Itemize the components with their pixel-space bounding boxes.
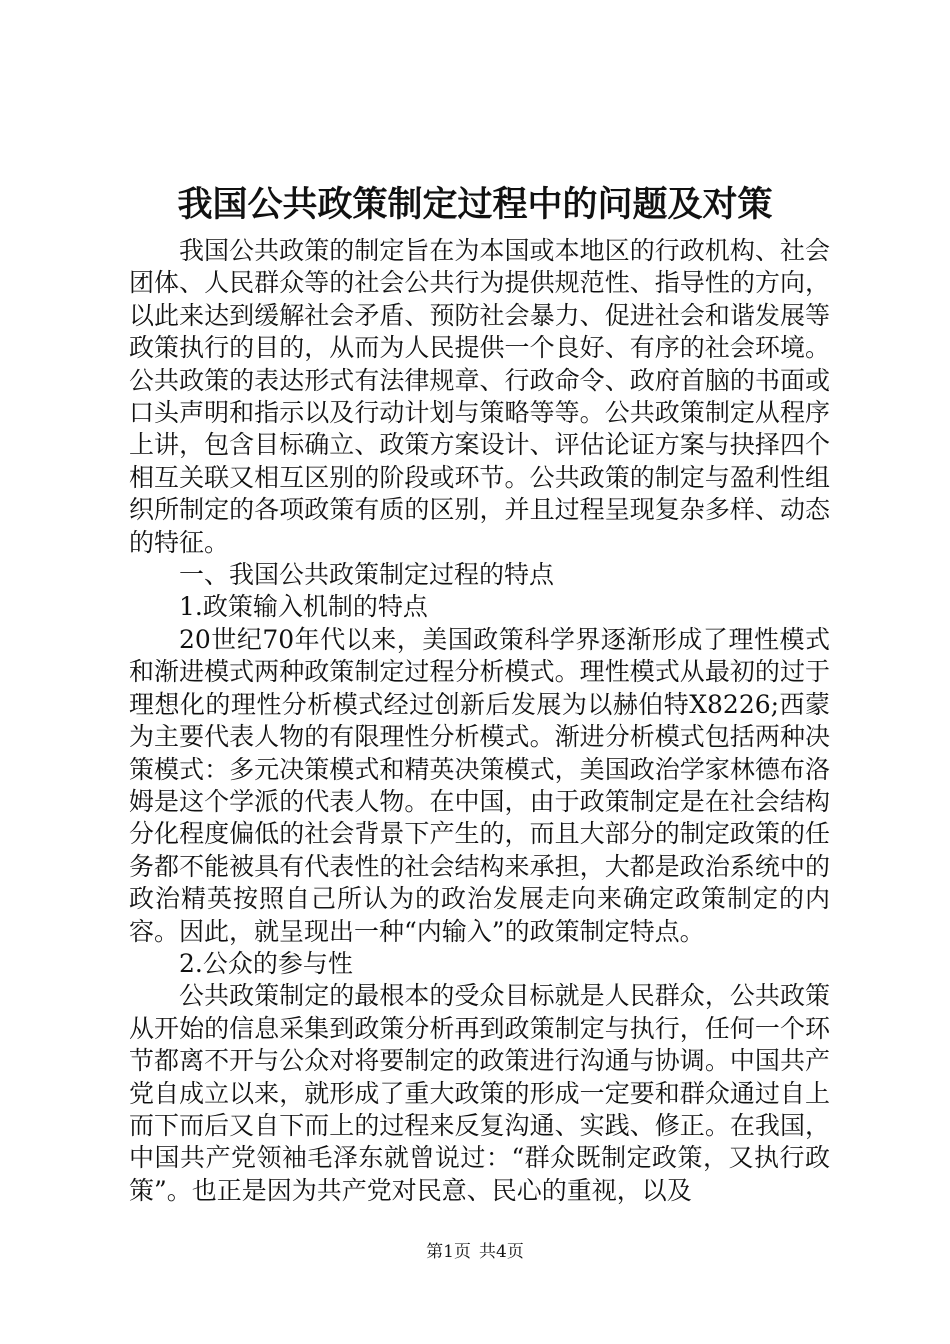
page-number: 第1页	[426, 1242, 471, 1262]
subsection-heading: 1.政策输入机制的特点	[179, 592, 428, 622]
paragraph-input-mechanism: 20世纪70年代以来，美国政策科学界逐渐形成了理性模式和渐进模式两种政策制定过程分析模式。理性模式从最初的过于理想化的理性分析模式经过创新后发展为以赫伯特X8226;西蒙为主要代表人物的有限理性分析模式。渐进分析模式包括两种决策模式：多元决策模式和精英决策模式，美国政治学家林德布洛姆是这个学派的代表人物。在中国，由于政策制定是在社会结构分化程度偏低的社会背景下产生的，而且大部分的制定政策的任务都不能被具有代表性的社会结构来承担，大都是政治系统中的政治精英按照自己所认为的政治发展走向来确定政策制定的内容。因此，就呈现出一种“内输入”的政策制定特点。	[129, 624, 830, 946]
subsection-heading: 2.公众的参与性	[179, 948, 353, 978]
page-total: 共4页	[479, 1242, 524, 1262]
document-body	[129, 235, 830, 1207]
document-title: 我国公共政策制定过程中的问题及对策	[177, 185, 773, 225]
paragraph-intro: 我国公共政策的制定旨在为本国或本地区的行政机构、社会团体、人民群众等的社会公共行为提供规范性、指导性的方向，以此来达到缓解社会矛盾、预防社会暴力、促进社会和谐发展等政策执行的目的，从而为人民提供一个良好、有序的社会环境。公共政策的表达形式有法律规章、行政命令、政府首脑的书面或口头声明和指示以及行动计划与策略等等。公共政策制定从程序上讲，包含目标确立、政策方案设计、评估论证方案与抉择四个相互关联又相互区别的阶段或环节。公共政策的制定与盈利性组织所制定的各项政策有质的区别，并且过程呈现复杂多样、动态的特征。	[129, 236, 830, 557]
paragraph-public-participation: 公共政策制定的最根本的受众目标就是人民群众，公共政策从开始的信息采集到政策分析再到政策制定与执行，任何一个环节都离不开与公众对将要制定的政策进行沟通与协调。中国共产党自成立以来，就形成了重大政策的形成一定要和群众通过自上而下而后又自下而上的过程来反复沟通、实践、修正。在我国，中国共产党领袖毛泽东就曾说过：“群众既制定政策，又执行政策”。也正是因为共产党对民意、民心的重视，以及	[129, 981, 830, 1205]
section-heading: 一、我国公共政策制定过程的特点	[179, 560, 555, 590]
page-footer	[0, 1240, 950, 1264]
